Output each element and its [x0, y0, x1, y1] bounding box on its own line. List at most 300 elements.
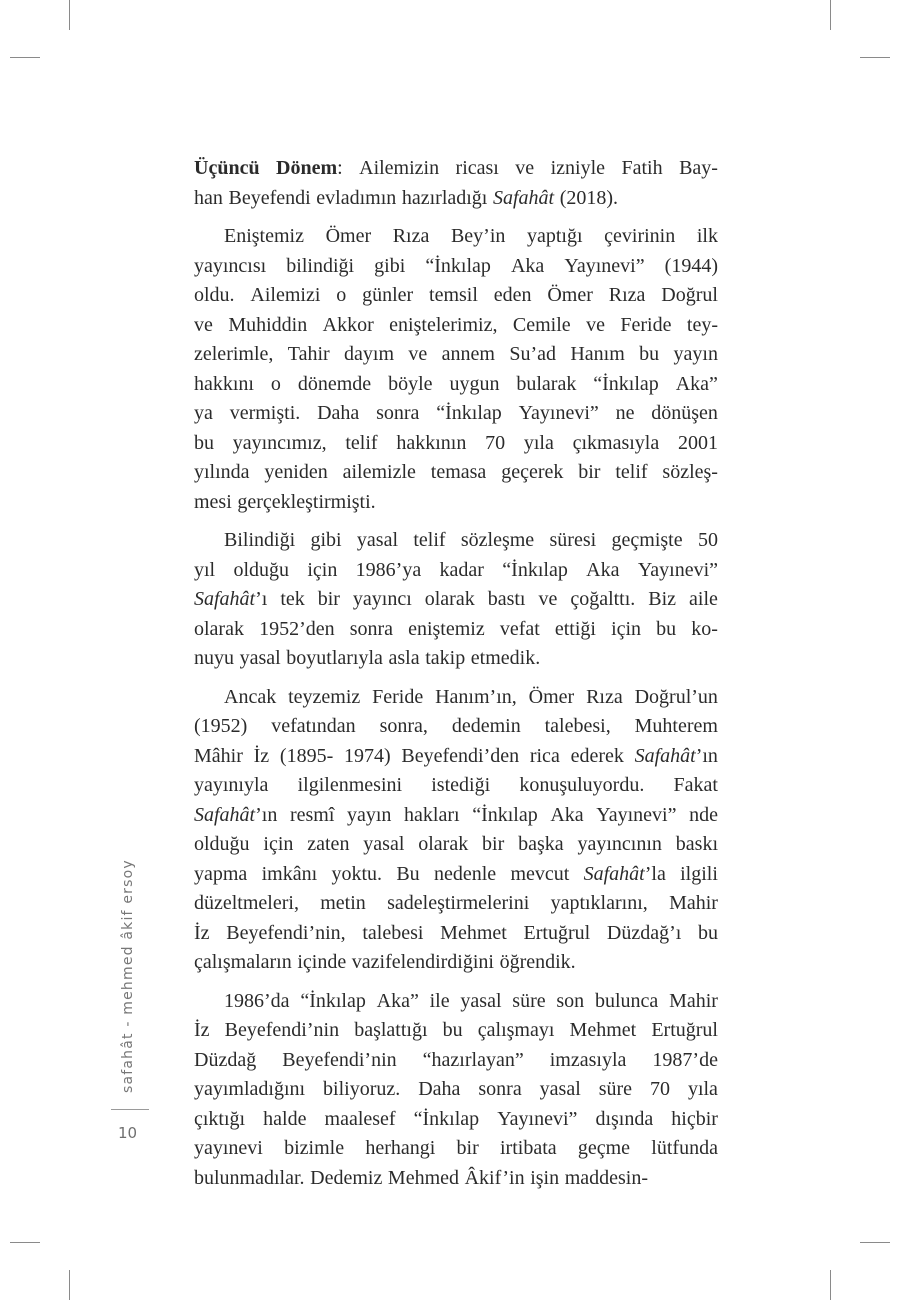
text-line	[194, 585, 718, 615]
text-line	[194, 340, 718, 370]
word: geçerek	[501, 461, 564, 483]
word-group	[276, 154, 343, 184]
word: Yayınevi”	[596, 803, 677, 826]
word: Yayınevi”	[637, 558, 718, 581]
word: o	[270, 372, 281, 395]
word: olduğu	[233, 558, 290, 581]
word: Beyefendi’den	[401, 744, 520, 767]
word: Doğrul	[661, 284, 718, 306]
word: irtibata	[500, 1137, 557, 1159]
word: nedenle	[433, 862, 497, 885]
text-line	[194, 526, 718, 556]
word: çoğalttı.	[570, 588, 636, 610]
word: telif	[615, 461, 648, 483]
word: 2001	[677, 431, 718, 454]
word: için	[611, 617, 642, 640]
word: Bay-	[679, 157, 718, 179]
crop-mark	[69, 1270, 70, 1300]
word: dönemde	[297, 372, 372, 395]
word: “İnkılap	[413, 1107, 480, 1130]
word: yasal	[356, 529, 398, 551]
word: ederek	[570, 744, 624, 767]
crop-mark	[10, 57, 40, 58]
word: yayıncımız,	[232, 431, 327, 454]
word: Beyefendi’nin	[224, 1019, 340, 1041]
word: sözleş-	[662, 461, 718, 483]
word: Beyefendi	[228, 186, 311, 209]
word: Aka	[586, 558, 620, 581]
word: bu	[698, 921, 718, 944]
word: Ailemizi	[250, 284, 321, 306]
word: 70	[485, 431, 506, 454]
word: “İnkılap	[425, 254, 491, 277]
text-line	[194, 399, 718, 429]
word: (2018).	[559, 186, 619, 209]
text-line	[194, 252, 718, 282]
word: süre	[598, 1078, 633, 1100]
word: tek	[280, 588, 305, 610]
word: bastı	[487, 588, 526, 610]
word: 1952’den	[259, 617, 335, 640]
word: Muhterem	[634, 715, 718, 737]
word: Aka”	[675, 372, 718, 395]
word: bu	[639, 343, 660, 365]
text-line	[194, 1134, 718, 1164]
word: Bilindiği	[224, 529, 296, 551]
word: tey-	[686, 313, 718, 336]
word: annem	[441, 343, 495, 365]
crop-mark	[860, 1242, 890, 1243]
word: çevirinin	[604, 225, 676, 247]
word: bulunca	[594, 989, 659, 1012]
word: olduğu	[194, 833, 250, 855]
word: “İnkılap	[593, 372, 659, 395]
word: Yayınevi”	[518, 402, 599, 424]
paragraph	[194, 683, 718, 978]
crop-mark	[860, 57, 890, 58]
word: gerçekleştirmişti.	[237, 490, 376, 513]
word: Düzdağ’ı	[606, 921, 682, 944]
paragraph	[194, 222, 718, 517]
word: İz	[253, 744, 270, 767]
word: Safahât	[492, 186, 555, 209]
word: maalesef	[324, 1107, 396, 1130]
word: bir	[456, 1137, 479, 1159]
word: bilindiği	[286, 254, 355, 277]
page-number: 10	[118, 1124, 138, 1142]
word: yapma	[194, 862, 248, 885]
word: (1952)	[194, 715, 248, 737]
word: Safahât	[583, 862, 645, 885]
word: yıl	[194, 558, 216, 581]
word: başlattığı	[354, 1019, 428, 1041]
word: Mâhir	[194, 744, 243, 767]
word: dayım	[344, 343, 395, 365]
text-line	[194, 429, 718, 459]
word: Safahât	[194, 588, 256, 610]
word: eden	[493, 284, 532, 306]
word: dedemin	[451, 715, 521, 737]
word: ya	[194, 402, 213, 424]
word: vazifelendirdiğini	[351, 951, 494, 973]
word: süre	[512, 989, 546, 1012]
word: bir	[578, 461, 601, 483]
word: ricası	[455, 157, 499, 179]
word: ve	[586, 313, 605, 336]
word: resmî	[289, 803, 335, 826]
word: süresi	[549, 529, 597, 551]
word-group	[194, 154, 260, 184]
word-group	[194, 801, 277, 831]
word: etmedik.	[470, 647, 541, 669]
text-line	[194, 771, 718, 801]
word: 1986’da	[224, 989, 290, 1012]
word: Safahât	[194, 803, 256, 826]
paragraph	[194, 987, 718, 1194]
word: teyzemiz	[288, 685, 361, 708]
word: Mahir	[669, 989, 718, 1012]
word: Beyefendi’nin	[282, 1048, 397, 1071]
word: Ömer	[547, 284, 593, 306]
word: geçme	[577, 1137, 631, 1159]
word: ettiği	[554, 617, 596, 640]
word: herhangi	[365, 1137, 436, 1159]
text-line	[194, 712, 718, 742]
word: Aka	[550, 803, 584, 826]
word: Ancak	[224, 685, 277, 708]
word: ne	[615, 402, 635, 424]
text-line	[194, 1105, 718, 1135]
word: sonra	[376, 402, 420, 424]
word: rica	[529, 744, 560, 767]
word: yıla	[687, 1078, 718, 1100]
word: bizimle	[284, 1137, 345, 1159]
word: sonra	[349, 617, 394, 640]
word: yeniden	[264, 461, 328, 483]
word: yasal	[363, 833, 405, 855]
word: sonra	[478, 1078, 522, 1100]
word: yayıncısı	[194, 254, 267, 277]
word: olarak	[424, 588, 475, 610]
word: kadar	[439, 558, 484, 581]
word: Bey’in	[450, 225, 506, 247]
word: bu	[442, 1019, 463, 1041]
word: Aka”	[376, 989, 419, 1012]
text-line	[194, 184, 718, 214]
word: izniyle	[550, 157, 606, 179]
word: günler	[362, 284, 414, 306]
word: :	[337, 157, 343, 179]
word: yayınevi	[194, 1137, 263, 1159]
word: ilgili	[680, 862, 718, 885]
word: Mehmed	[387, 1166, 460, 1189]
word: bu	[194, 431, 214, 454]
word: bir	[317, 588, 340, 610]
word: Mahir	[669, 892, 718, 914]
text-line	[194, 919, 718, 949]
word: Doğrul’un	[634, 685, 718, 708]
word: uygun	[449, 372, 500, 395]
word: başka	[518, 833, 564, 855]
word: Daha	[418, 1078, 461, 1100]
word: ve	[408, 343, 428, 365]
word: ’ın	[695, 744, 718, 767]
text-line	[194, 615, 718, 645]
word: istediği	[431, 774, 491, 796]
word: Bu	[396, 862, 420, 885]
text-line	[194, 311, 718, 341]
word: Yayınevi”	[564, 254, 645, 277]
word: Su’ad	[509, 343, 556, 365]
word: ’ın	[255, 803, 278, 826]
word: vermişti.	[229, 402, 301, 424]
word: ve	[194, 313, 213, 336]
word: temsil	[429, 284, 478, 306]
word: geçmişte	[611, 529, 683, 551]
word: yayın	[673, 343, 718, 365]
word: Dedemiz	[310, 1166, 383, 1189]
text-line	[194, 1164, 718, 1194]
word: “hazırlayan”	[422, 1048, 524, 1071]
word: yoktu.	[331, 862, 383, 885]
word: imkânı	[261, 862, 318, 885]
word: Ertuğrul	[523, 921, 591, 944]
word: yasal	[239, 647, 281, 669]
word: böyle	[388, 372, 433, 395]
text-line	[194, 488, 718, 518]
word: Rıza	[392, 225, 430, 247]
word: “İnkılap	[436, 402, 502, 424]
word: çıktığı	[194, 1107, 246, 1130]
word: yıla	[523, 431, 554, 454]
word: gibi	[310, 529, 342, 551]
word: oldu.	[194, 284, 235, 306]
word: ile	[429, 989, 450, 1012]
word: talebesi	[362, 921, 424, 944]
text-line	[194, 889, 718, 919]
word: 1986’ya	[355, 558, 422, 581]
word: bu	[656, 617, 677, 640]
word: Rıza	[608, 284, 646, 306]
word: temasa	[430, 461, 487, 483]
word: (1944)	[664, 254, 718, 277]
word: nuyu	[194, 647, 234, 669]
text-line	[194, 801, 718, 831]
word: Rıza	[586, 685, 623, 708]
word: hakkını	[194, 372, 254, 395]
word: evladımın	[316, 186, 397, 209]
word: “İnkılap	[300, 989, 366, 1012]
word: aile	[689, 588, 718, 610]
text-line	[194, 458, 718, 488]
word: ’la	[644, 862, 666, 885]
word: Hanım’ın,	[435, 685, 517, 708]
word: telif	[413, 529, 446, 551]
word: için	[307, 558, 338, 581]
word: dışında	[595, 1107, 654, 1130]
word: nde	[689, 803, 718, 826]
crop-mark	[830, 1270, 831, 1300]
word: 70	[649, 1078, 670, 1100]
margin-rule	[111, 1109, 149, 1110]
word: zaten	[307, 833, 350, 855]
word: İz	[194, 921, 210, 944]
text-line	[194, 154, 718, 184]
word: mesi	[194, 490, 232, 513]
word: yayımladığını	[194, 1078, 306, 1100]
word: sözleşme	[460, 529, 535, 551]
word: Eniştemiz	[224, 225, 304, 247]
word: bir	[482, 833, 505, 855]
word: ve	[538, 588, 558, 610]
word: Dönem	[276, 157, 338, 179]
word-group	[635, 742, 718, 772]
word: talebesi,	[544, 715, 611, 737]
word: çalışmayı	[477, 1019, 555, 1041]
word: Safahât	[634, 744, 696, 767]
word: takip	[425, 647, 466, 669]
text-line	[194, 370, 718, 400]
word: metin	[320, 892, 366, 914]
word: telif	[345, 431, 378, 454]
word: Aka	[510, 254, 545, 277]
word: asla	[388, 647, 420, 669]
word: han	[194, 186, 223, 209]
word: ’ı	[255, 588, 268, 610]
word: vefat	[499, 617, 540, 640]
text-line	[194, 644, 718, 674]
word: mevcut	[510, 862, 570, 885]
word: yayınıyla	[194, 774, 269, 796]
word: işin	[530, 1166, 560, 1189]
text-line	[194, 1075, 718, 1105]
text-line	[194, 1016, 718, 1046]
word: yılında	[194, 461, 250, 483]
word: Üçüncü	[194, 157, 260, 179]
word: bulunmadılar.	[194, 1166, 305, 1189]
word: vefatından	[271, 715, 356, 737]
word: Ailemizin	[359, 157, 440, 179]
word: olarak	[194, 617, 244, 640]
word: İz	[194, 1019, 210, 1041]
word: Tahir	[287, 343, 330, 365]
word: biliyoruz.	[323, 1078, 401, 1100]
word: son	[556, 989, 585, 1012]
word: Feride	[620, 313, 672, 336]
word: Âkif’in	[464, 1166, 525, 1189]
text-line	[194, 1046, 718, 1076]
word: Muhiddin	[228, 313, 308, 336]
word: Biz	[648, 588, 677, 610]
crop-mark	[10, 1242, 40, 1243]
word: maddesin-	[564, 1166, 648, 1189]
word: eniştemiz	[408, 617, 485, 640]
word-group	[584, 860, 666, 890]
word: hazırladığı	[401, 186, 488, 209]
word: o	[336, 284, 347, 306]
text-line	[194, 556, 718, 586]
word: zelerimle,	[194, 343, 274, 365]
word: konuşuluyordu.	[519, 774, 645, 796]
word: Yayınevi”	[497, 1107, 578, 1130]
word: “İnkılap	[502, 558, 568, 581]
word: ilk	[696, 225, 718, 247]
word: halde	[263, 1107, 307, 1130]
text-line	[194, 830, 718, 860]
word: çalışmaların	[194, 951, 292, 973]
word: 1987’de	[652, 1048, 718, 1071]
word: sadeleştirmelerini	[387, 892, 530, 914]
word: gibi	[374, 254, 406, 277]
word: hakkının	[396, 431, 467, 454]
word: düzeltmeleri,	[194, 892, 299, 914]
word: yayıncının	[577, 833, 662, 855]
paragraph	[194, 526, 718, 674]
word: eniştelerimiz,	[389, 313, 498, 336]
word: Ertuğrul	[651, 1019, 718, 1041]
word: Hanım	[570, 343, 625, 365]
word: lütfunda	[651, 1137, 718, 1159]
word: Mehmet	[569, 1019, 637, 1041]
word: yaptıklarını,	[550, 892, 648, 914]
word: yaptığı	[527, 225, 583, 247]
word: imzasıyla	[549, 1048, 627, 1071]
text-line	[194, 742, 718, 772]
word: öğrendik.	[499, 951, 576, 973]
word: Fakat	[673, 774, 718, 796]
word: sonra,	[379, 715, 428, 737]
text-line	[194, 281, 718, 311]
word: yasal	[539, 1078, 581, 1100]
word: Ömer	[325, 225, 372, 247]
word: Akkor	[322, 313, 374, 336]
word: yayın	[347, 803, 392, 826]
word: dönüşen	[651, 402, 718, 424]
word: Mehmet	[440, 921, 507, 944]
word: 50	[697, 529, 718, 551]
crop-mark	[69, 0, 70, 30]
word: “İnkılap	[472, 803, 538, 826]
word: (1895-	[279, 744, 334, 767]
text-line	[194, 222, 718, 252]
word: Beyefendi’nin,	[226, 921, 346, 944]
word: 1974)	[343, 744, 391, 767]
text-line	[194, 987, 718, 1017]
word: için	[263, 833, 294, 855]
word: Düzdağ	[194, 1048, 257, 1071]
paragraph	[194, 154, 718, 213]
word: Cemile	[512, 313, 571, 336]
word: Daha	[317, 402, 360, 424]
word: Fatih	[621, 157, 663, 179]
text-line	[194, 683, 718, 713]
word: Feride	[372, 685, 424, 708]
word: ko-	[691, 617, 718, 640]
running-head: safahât - mehmed âkif ersoy	[120, 859, 136, 1093]
word: Ömer	[528, 685, 575, 708]
word: ve	[515, 157, 535, 179]
word: çıkmasıyla	[572, 431, 660, 454]
word: ilgilenmesini	[297, 774, 403, 796]
word: içinde	[297, 951, 347, 973]
word: bularak	[516, 372, 577, 395]
word: baskı	[675, 833, 718, 855]
text-line	[194, 860, 718, 890]
word: yasal	[460, 989, 502, 1012]
word-group	[194, 585, 267, 615]
word: boyutlarıyla	[286, 647, 383, 669]
word: ailemizle	[342, 461, 416, 483]
